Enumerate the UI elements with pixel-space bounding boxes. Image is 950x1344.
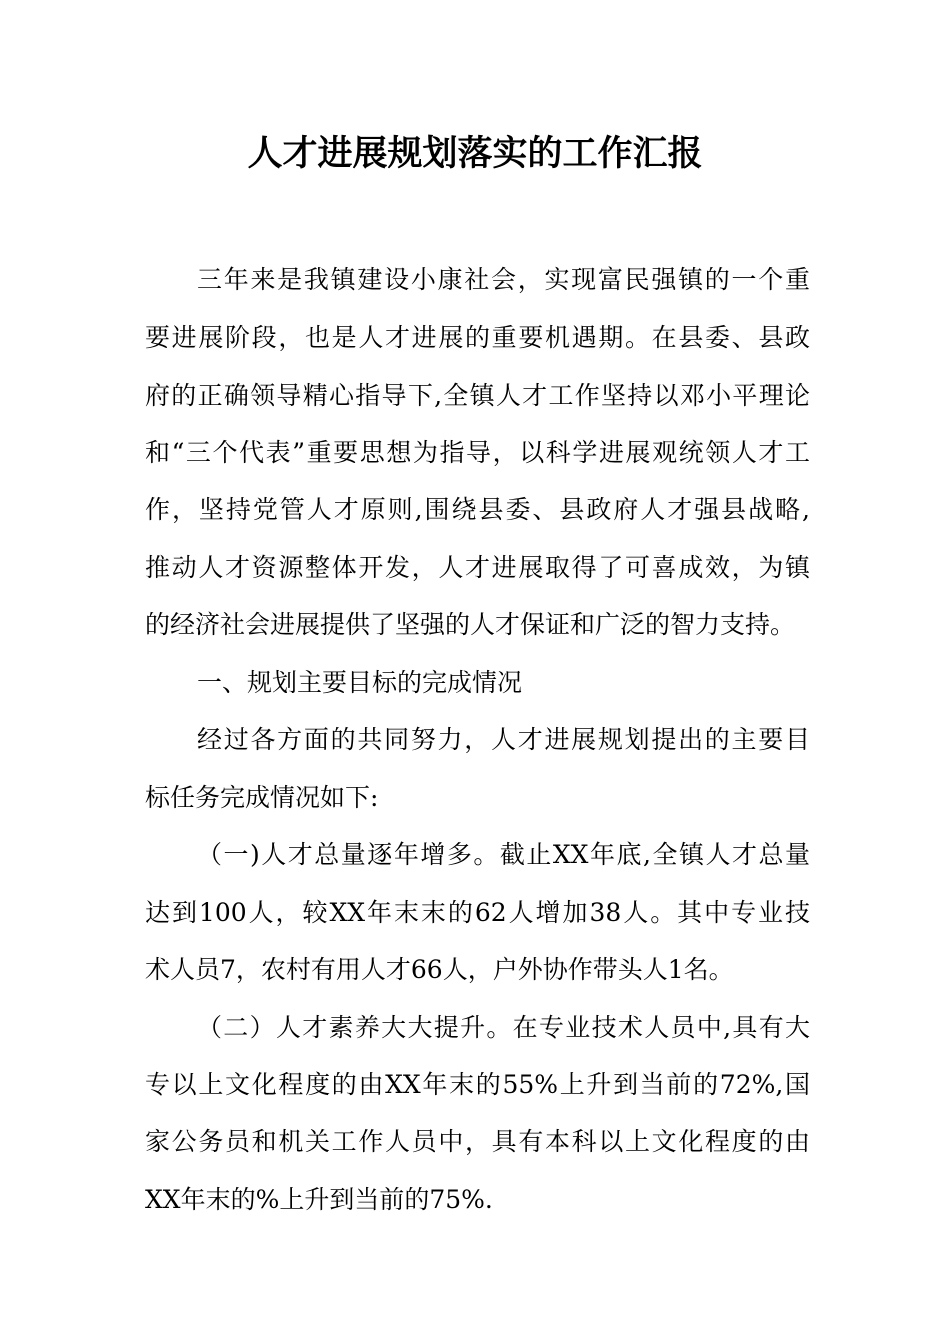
item1-line-2: 达到100人，较XX年末末的62人增加38人。其中专业技 <box>145 898 810 927</box>
item2-line-3: 家公务员和机关工作人员中，具有本科以上文化程度的由 <box>145 1127 810 1156</box>
item2-line-1: （二）人才素养大大提升。在专业技术人员中,具有大 <box>197 1013 810 1042</box>
intro-line-2: 要进展阶段，也是人才进展的重要机遇期。在县委、县政 <box>145 323 810 352</box>
intro-line-7: 的经济社会进展提供了坚强的人才保证和广泛的智力支持。 <box>145 610 796 639</box>
intro-line-1: 三年来是我镇建设小康社会，实现富民强镇的一个重 <box>197 265 810 294</box>
section-heading: 一、规划主要目标的完成情况 <box>197 668 523 697</box>
intro-line-6: 推动人才资源整体开发，人才进展取得了可喜成效，为镇 <box>145 553 810 582</box>
section-intro-line-1: 经过各方面的共同努力，人才进展规划提出的主要目 <box>197 725 810 754</box>
intro-line-3: 府的正确领导精心指导下,全镇人才工作坚持以邓小平理论 <box>145 381 810 410</box>
intro-line-5: 作，坚持党管人才原则,围绕县委、县政府人才强县战略, <box>145 495 810 524</box>
item2-line-4: XX年末的%上升到当前的75%. <box>145 1185 493 1214</box>
item2-line-2: 专以上文化程度的由XX年末的55%上升到当前的72%,国 <box>145 1070 810 1099</box>
document-title: 人才进展规划落实的工作汇报 <box>247 133 703 174</box>
item1-line-1: （一)人才总量逐年增多。截止XX年底,全镇人才总量 <box>197 840 810 869</box>
intro-line-4: 和“三个代表”重要思想为指导，以科学进展观统领人才工 <box>145 438 810 467</box>
item1-line-3: 术人员7，农村有用人才66人，户外协作带头人1名。 <box>145 955 734 984</box>
section-intro-line-2: 标任务完成情况如下: <box>145 783 379 812</box>
